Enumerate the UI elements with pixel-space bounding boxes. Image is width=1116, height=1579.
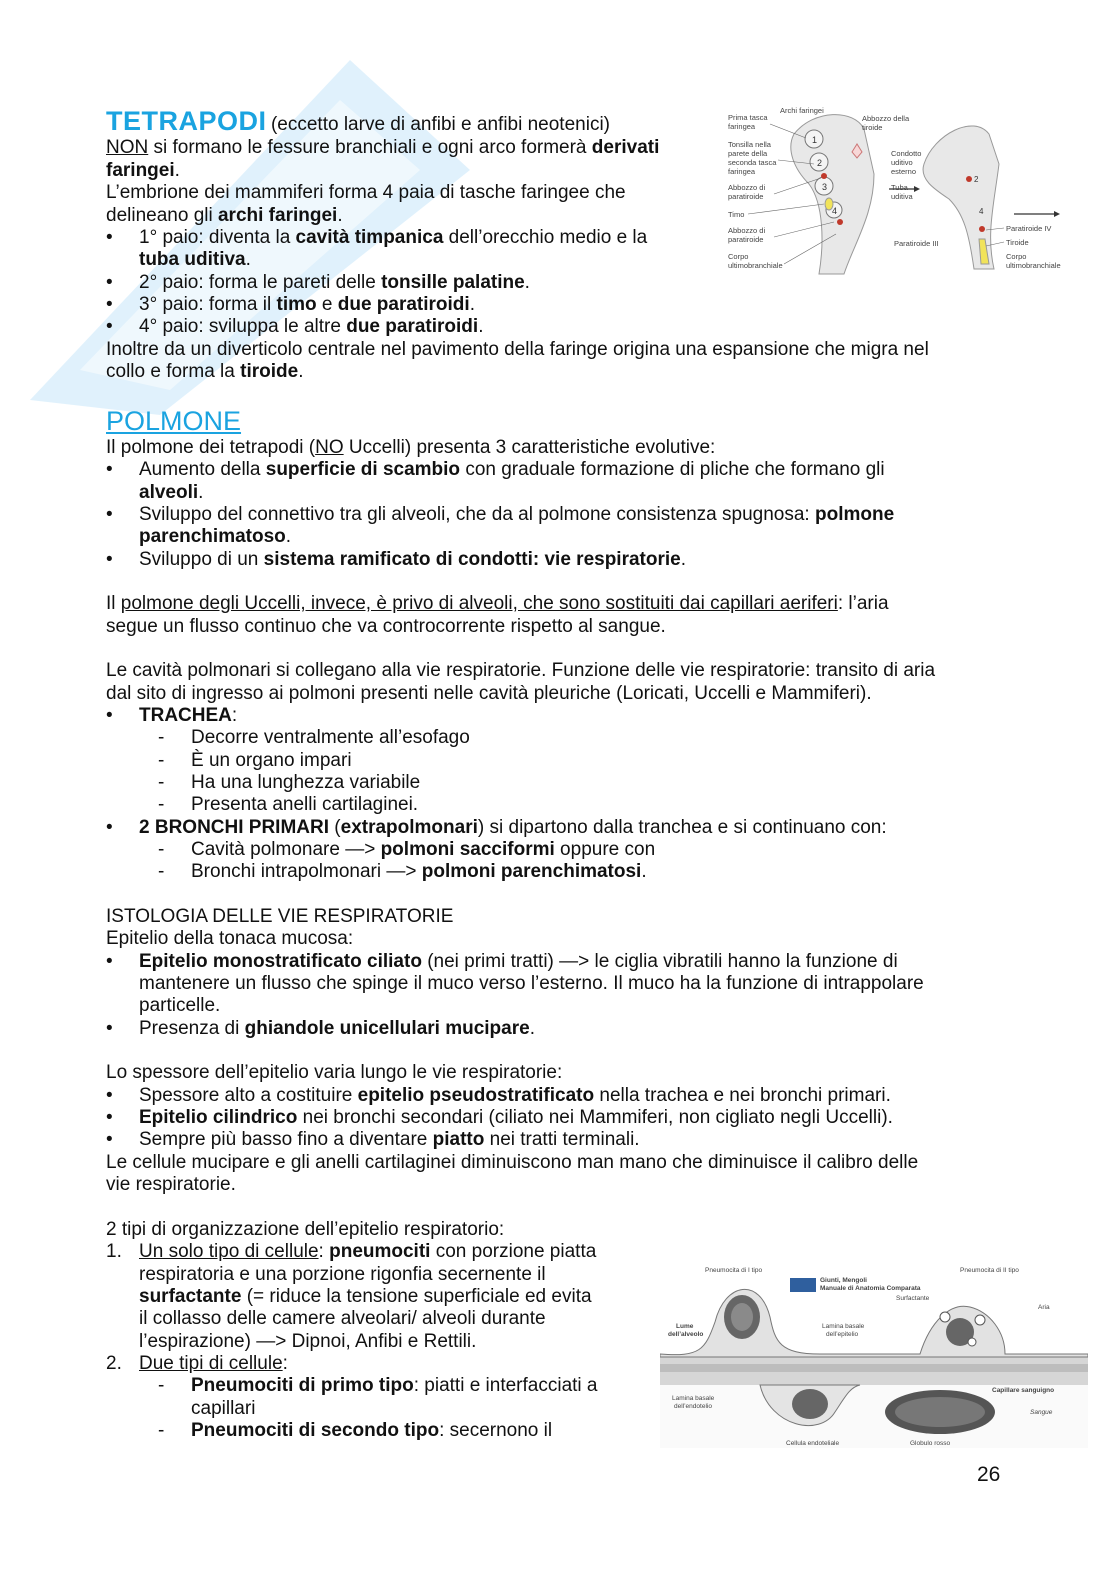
text-line: NON si formano le fessure branchiali e ogni arco formerà derivati xyxy=(106,137,660,158)
svg-text:faringea: faringea xyxy=(728,167,756,176)
text-line: faringei. xyxy=(106,160,180,181)
svg-text:seconda tasca: seconda tasca xyxy=(728,158,777,167)
svg-text:Lamina basale: Lamina basale xyxy=(672,1395,715,1402)
svg-text:Lamina basale: Lamina basale xyxy=(822,1323,865,1330)
svg-text:Prima tasca: Prima tasca xyxy=(728,113,768,122)
svg-text:Globulo rosso: Globulo rosso xyxy=(910,1440,951,1447)
text-line: collo e forma la tiroide. xyxy=(106,361,304,382)
text-line: Epitelio della tonaca mucosa: xyxy=(106,928,354,949)
svg-text:Paratiroide IV: Paratiroide IV xyxy=(1006,224,1052,233)
svg-text:2: 2 xyxy=(817,158,823,168)
pharyngeal-arches-figure xyxy=(724,104,1074,276)
svg-text:parete della: parete della xyxy=(728,149,768,158)
text-line: Il polmone dei tetrapodi (NO Uccelli) presenta 3 caratteristiche evolutive: xyxy=(106,437,716,458)
svg-text:tiroide: tiroide xyxy=(862,123,883,132)
svg-text:Tiroide: Tiroide xyxy=(1006,238,1029,247)
text-line: 2 tipi di organizzazione dell’epitelio respiratorio: xyxy=(106,1219,505,1240)
svg-text:3: 3 xyxy=(822,182,828,192)
svg-text:Abbozzo di: Abbozzo di xyxy=(728,183,766,192)
svg-text:dell’alveolo: dell’alveolo xyxy=(668,1331,704,1338)
svg-text:paratiroide: paratiroide xyxy=(728,235,764,244)
svg-text:Abbozzo di: Abbozzo di xyxy=(728,226,766,235)
text-line: Il polmone degli Uccelli, invece, è privo di alveoli, che sono sostituiti dai capillari aeriferi: l’aria xyxy=(106,593,889,614)
svg-text:ultimobranchiale: ultimobranchiale xyxy=(728,261,783,270)
text-line: vie respiratorie. xyxy=(106,1174,236,1195)
text-line: segue un flusso continuo che va controcorrente rispetto al sangue. xyxy=(106,616,666,637)
text-line: Le cellule mucipare e gli anelli cartilaginei diminuiscono man mano che diminuisce il calibro delle xyxy=(106,1152,919,1173)
svg-text:Manuale di Anatomia Comparata: Manuale di Anatomia Comparata xyxy=(820,1285,921,1292)
svg-text:Pneumocita di I tipo: Pneumocita di I tipo xyxy=(705,1267,763,1274)
page-number: 26 xyxy=(977,1463,1001,1486)
svg-text:faringea: faringea xyxy=(728,122,756,131)
svg-text:uditivo: uditivo xyxy=(891,158,913,167)
svg-text:Aria: Aria xyxy=(1038,1304,1050,1311)
svg-text:Giunti, Mengoli: Giunti, Mengoli xyxy=(820,1277,867,1284)
svg-text:Abbozzo della: Abbozzo della xyxy=(862,114,910,123)
heading-subtitle: (eccetto larve di anfibi e anfibi neotenici) xyxy=(270,114,610,135)
svg-text:1: 1 xyxy=(812,135,818,145)
text-line: Le cavità polmonari si collegano alla vie respiratorie. Funzione delle vie respiratorie: transito di aria xyxy=(106,660,936,681)
alveolar-epithelium-figure xyxy=(660,1262,1088,1448)
svg-text:Archi faringei: Archi faringei xyxy=(780,106,824,115)
svg-text:uditiva: uditiva xyxy=(891,192,913,201)
svg-text:Tuba: Tuba xyxy=(891,183,908,192)
svg-text:2: 2 xyxy=(974,175,979,184)
svg-text:Tonsilla nella: Tonsilla nella xyxy=(728,140,771,149)
svg-text:dell’epitelio: dell’epitelio xyxy=(826,1331,859,1338)
text-line: Lo spessore dell’epitelio varia lungo le vie respiratorie: xyxy=(106,1062,563,1083)
svg-text:esterno: esterno xyxy=(891,167,917,176)
text-line: dal sito di ingresso ai polmoni presenti nelle cavità pleuriche (Loricati, Uccelli e Mammiferi). xyxy=(106,683,872,704)
svg-text:Condotto: Condotto xyxy=(891,149,922,158)
svg-text:Sangue: Sangue xyxy=(1030,1409,1053,1416)
section-heading-polmone: POLMONE xyxy=(106,406,242,436)
document-page: TETRAPODI (eccetto larve di anfibi e anfibi neotenici) NON si formano le fessure branchiali e ogni arco formerà derivati faringei. L’embrione dei mammiferi forma 4 paia di tasche faringee che delineano gli archi faringei. • 1° paio: diventa la cavità timpanica dell’orecchio medio e la tuba uditiva. • 2° paio: forma le pareti delle tonsille palatine. • 3° paio: forma il timo e due paratiroidi. • 4° paio: sviluppa le altre due paratiroidi. Inoltre da un diverticolo centrale nel pavimento della faringe origina una espansione che migra nel collo e forma la tiroide. 1 2 3 4 2 4 Prima tasca faringea Tonsilla nella parete della seconda tasca faringea Abbozzo di paratiroide Timo Abbozzo di paratiroide Corpo ultimobranchiale Archi faringei Abbozzo della tiroide Condotto uditivo esterno Tuba uditiva Paratiroide III Paratiroide IV Tiroide Corpo ultimobranchiale POLMONE Il polmone dei tetrapodi (NO Uccelli) presenta 3 caratteristiche evolutive: • Aumento della superficie di scambio con graduale formazione di pliche che formano gli alveoli. • Sviluppo del connettivo tra gli alveoli, che da al polmone consistenza spugnosa: polmone parenchimatoso. • Sviluppo di un sistema ramificato di condotti: vie respiratorie. Il polmone degli Uccelli, invece, è privo di alveoli, che sono sostituiti dai capillari aeriferi: l’aria segue un flusso continuo che va controcorrente rispetto al sangue. Le cavità polmonari si collegano alla vie respiratorie. Funzione delle vie respiratorie: transito di aria dal sito di ingresso ai polmoni presenti nelle cavità pleuriche (Loricati, Uccelli e Mammiferi). • TRACHEA: - Decorre ventralmente all’esofago - È un organo impari - Ha una lunghezza variabile - Presenta anelli cartilaginei. • 2 BRONCHI PRIMARI (extrapolmonari) si dipartono dalla tranchea e si continuano con: - Cavità polmonare —> polmoni sacciformi oppure con - Bronchi intrapolmonari —> polmoni parenchimatosi. ISTOLOGIA DELLE VIE RESPIRATORIE Epitelio della tonaca mucosa: • Epitelio monostratificato ciliato (nei primi tratti) —> le ciglia vibratili hanno la funzione di mantenere un flusso che spinge il muco verso l’esterno. Il muco ha la funzione di intrappolare particelle. • Presenza di ghiandole unicellulari mucipare. Lo spessore dell’epitelio varia lungo le vie respiratorie: • Spessore alto a costituire epitelio pseudostratificato nella trachea e nei bronchi primari. • Epitelio cilindrico nei bronchi secondari (ciliato nei Mammiferi, non cigliato negli Uccelli). • Sempre più basso fino a diventare piatto nei tratti terminali. Le cellule mucipare e gli anelli cartilaginei diminuiscono man mano che diminuisce il calibro delle vie respiratorie. 2 tipi di organizzazione dell’epitelio respiratorio: 1. Un solo tipo di cellule: pneumociti con porzione piatta respiratoria e una porzione rigonfia secernente il surfactante (= riduce la tensione superficiale ed evita il collasso delle camere alveolari/ alveoli durante l’espirazione) —> Dipnoi, Anfibi e Rettili. 2. Due tipi di cellule: - Pneumociti di primo tipo: piatti e interfacciati a capillari - Pneumociti di secondo tipo: secernono il Pneumocita di I tipo Pneumocita di II tipo Giunti, Mengoli Manuale di Anatomia Comparata Surfactante Aria Lume dell’alveolo Lamina basale dell’epitelio Lamina basale dell’endotelio Capillare sanguigno Sangue Cellula endoteliale Globulo rosso 26 xyxy=(0,0,1116,1579)
svg-text:Pneumocita di II tipo: Pneumocita di II tipo xyxy=(960,1267,1019,1274)
svg-text:4: 4 xyxy=(979,207,984,216)
svg-text:Surfactante: Surfactante xyxy=(896,1295,930,1302)
section-heading-tetrapodi xyxy=(106,106,610,137)
svg-text:Cellula endoteliale: Cellula endoteliale xyxy=(786,1440,840,1447)
svg-text:paratiroide: paratiroide xyxy=(728,192,764,201)
svg-text:Corpo: Corpo xyxy=(728,252,749,261)
svg-text:Capillare sanguigno: Capillare sanguigno xyxy=(992,1387,1055,1394)
svg-text:ultimobranchiale: ultimobranchiale xyxy=(1006,261,1061,270)
svg-text:4: 4 xyxy=(832,206,838,216)
text-line: delineano gli archi faringei. xyxy=(106,205,343,226)
subheading: ISTOLOGIA DELLE VIE RESPIRATORIE xyxy=(106,906,454,927)
svg-text:Timo: Timo xyxy=(728,210,745,219)
svg-text:dell’endotelio: dell’endotelio xyxy=(674,1403,712,1410)
text-line: L’embrione dei mammiferi forma 4 paia di tasche faringee che xyxy=(106,182,626,203)
heading-title: TETRAPODI xyxy=(106,106,267,136)
svg-text:Corpo: Corpo xyxy=(1006,252,1027,261)
svg-text:Lume: Lume xyxy=(676,1323,694,1330)
text-line: Inoltre da un diverticolo centrale nel pavimento della faringe origina una espansione che migra nel xyxy=(106,339,929,360)
svg-text:Paratiroide III: Paratiroide III xyxy=(894,239,939,248)
